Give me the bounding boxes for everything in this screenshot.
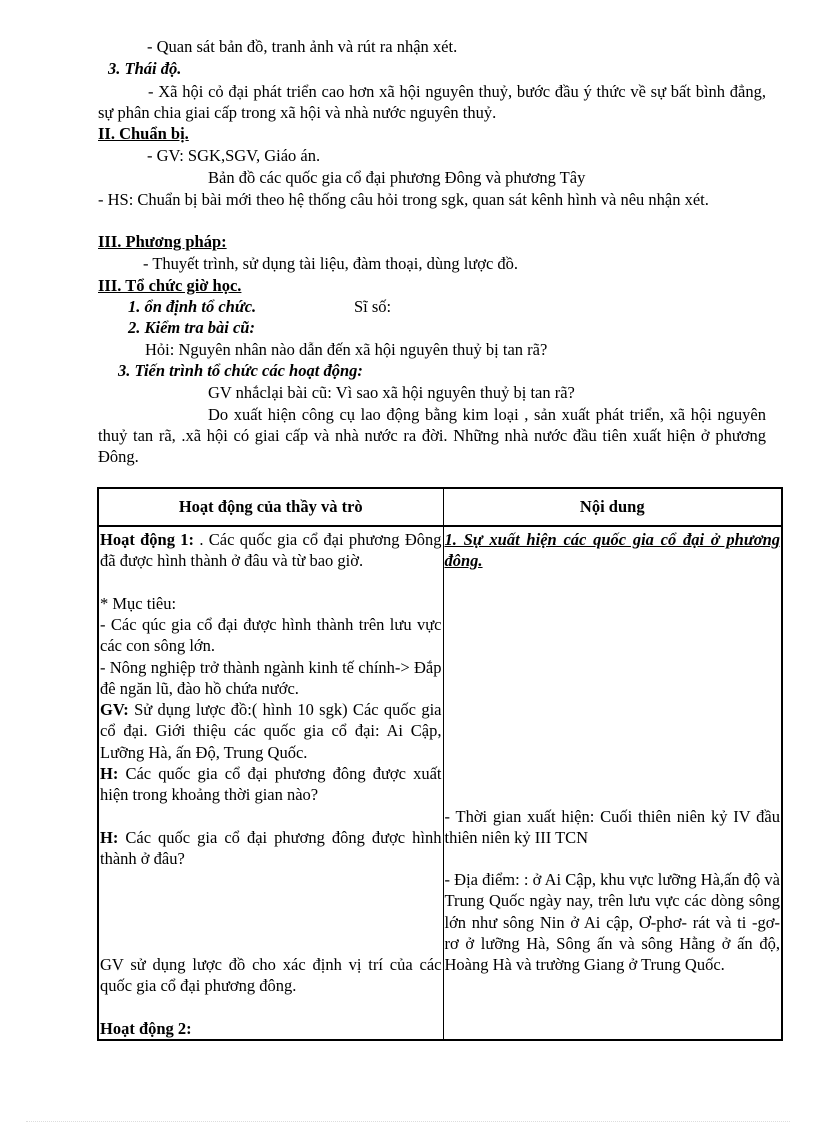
prep-hs: - HS: Chuẩn bị bài mới theo hệ thống câu hỏi trong sgk, quan sát kênh hình và nêu nhận xét. <box>98 190 709 209</box>
question-1: Các quốc gia cổ đại phương đông được xuất hiện trong khoảng thời gian nào? <box>100 764 442 805</box>
org-step-3: 3. Tiến trình tổ chức các hoạt động: <box>118 361 363 380</box>
question-1-label: H: <box>100 764 119 783</box>
question-1-block <box>100 763 442 806</box>
attitude-paragraph: - Xã hội cỏ đại phát triển cao hơn xã hội nguyên thuỷ, bước đầu ý thức về sự bất bình đẳng, sự phân chia giai cấp trong xã hội và nhà nước nguyên thuỷ. <box>98 82 766 122</box>
objective-1: - Các qúc gia cổ đại được hình thành trên lưu vực các con sông lớn. <box>100 615 442 656</box>
objective-2: - Nông nghiệp trở thành ngành kinh tế chính-> Đắp đê ngăn lũ, đào hồ chứa nước. <box>100 658 442 699</box>
page-bottom-border <box>26 1121 790 1122</box>
content-time: - Thời gian xuất hiện: Cuối thiên niên kỷ IV đầu thiên niên kỷ III TCN <box>444 807 780 848</box>
org-step-1: 1. ổn định tổ chức. <box>128 297 257 316</box>
activity-1-block <box>100 529 442 572</box>
activities-cell <box>98 526 443 1040</box>
heading-organization: III. Tổ chức giờ học. <box>98 276 242 295</box>
content-cell <box>443 526 782 1040</box>
objective-label: * Mục tiêu: <box>100 594 177 613</box>
activity-1-label: Hoạt động 1: <box>100 530 195 549</box>
org-step-2: 2. Kiểm tra bài cũ: <box>128 318 255 337</box>
org-attendance: Sĩ số: <box>354 297 392 316</box>
heading-method: III. Phương pháp: <box>98 232 227 251</box>
table-header-activities: Hoạt động của thầy và trò <box>98 488 443 526</box>
gv-instruction: Sử dụng lược đồ:( hình 10 sgk) Các quốc gia cổ đại. Giới thiệu các quốc gia cổ đại: Ai Cập, Lưỡng Hà, ấn Độ, Trung Quốc. <box>100 700 442 762</box>
prep-gv: - GV: SGK,SGV, Giáo án. <box>147 146 321 165</box>
content-place: - Địa điểm: : ở Ai Cập, khu vực lưỡng Hà,ấn độ và Trung Quốc ngày nay, trên lưu vực các dòng sông lớn như sông Nin ở Ai cập, Ơ-phơ- rát và ti -gơ- rơ ở lưỡng Hà, Sông ấn và sông Hằng ở ấn độ, Hoàng Hà và trường Giang ở Trung Quốc. <box>444 870 780 975</box>
question-2-block <box>100 827 442 870</box>
intro-paragraph: Do xuất hiện công cụ lao động bằng kim loại , sản xuất phát triển, xã hội nguyên thuỷ tan rã, .xã hội có giai cấp và nhà nước ra đời. Những nhà nước đầu tiên xuất hiện ở phương Đông. <box>98 405 766 466</box>
question-2-label: H: <box>100 828 119 847</box>
activity-2-label: Hoạt động 2: <box>100 1019 192 1038</box>
heading-preparation: II. Chuẩn bị. <box>98 124 189 143</box>
gv-recall: GV nhắclại bài cũ: Vì sao xã hội nguyên thuỷ bị tan rã? <box>208 383 575 402</box>
method-text: - Thuyết trình, sử dụng tài liệu, đàm thoại, dùng lược đồ. <box>143 254 519 273</box>
gv-instruction-block <box>100 699 442 763</box>
table-header-content: Nội dung <box>443 488 782 526</box>
prep-map: Bản đồ các quốc gia cổ đại phương Đông và phương Tây <box>208 168 586 187</box>
gv-map-instruction: GV sử dụng lược đồ cho xác định vị trí của các quốc gia cổ đại phương đông. <box>100 955 442 996</box>
skill-line: - Quan sát bản đồ, tranh ảnh và rút ra nhận xét. <box>147 37 458 56</box>
activity-table <box>97 487 783 1041</box>
gv-label: GV: <box>100 700 129 719</box>
content-section-title: 1. Sự xuất hiện các quốc gia cổ đại ở phương đông. <box>444 530 780 571</box>
review-question: Hỏi: Nguyên nhân nào dẫn đến xã hội nguyên thuỷ bị tan rã? <box>145 340 548 359</box>
activity-1-text: . Các quốc gia cổ đại phương Đông đã được hình thành ở đâu và từ bao giờ. <box>100 530 442 571</box>
heading-attitude: 3. Thái độ. <box>108 59 182 78</box>
question-2: Các quốc gia cổ đại phương đông được hình thành ở đâu? <box>100 828 442 869</box>
